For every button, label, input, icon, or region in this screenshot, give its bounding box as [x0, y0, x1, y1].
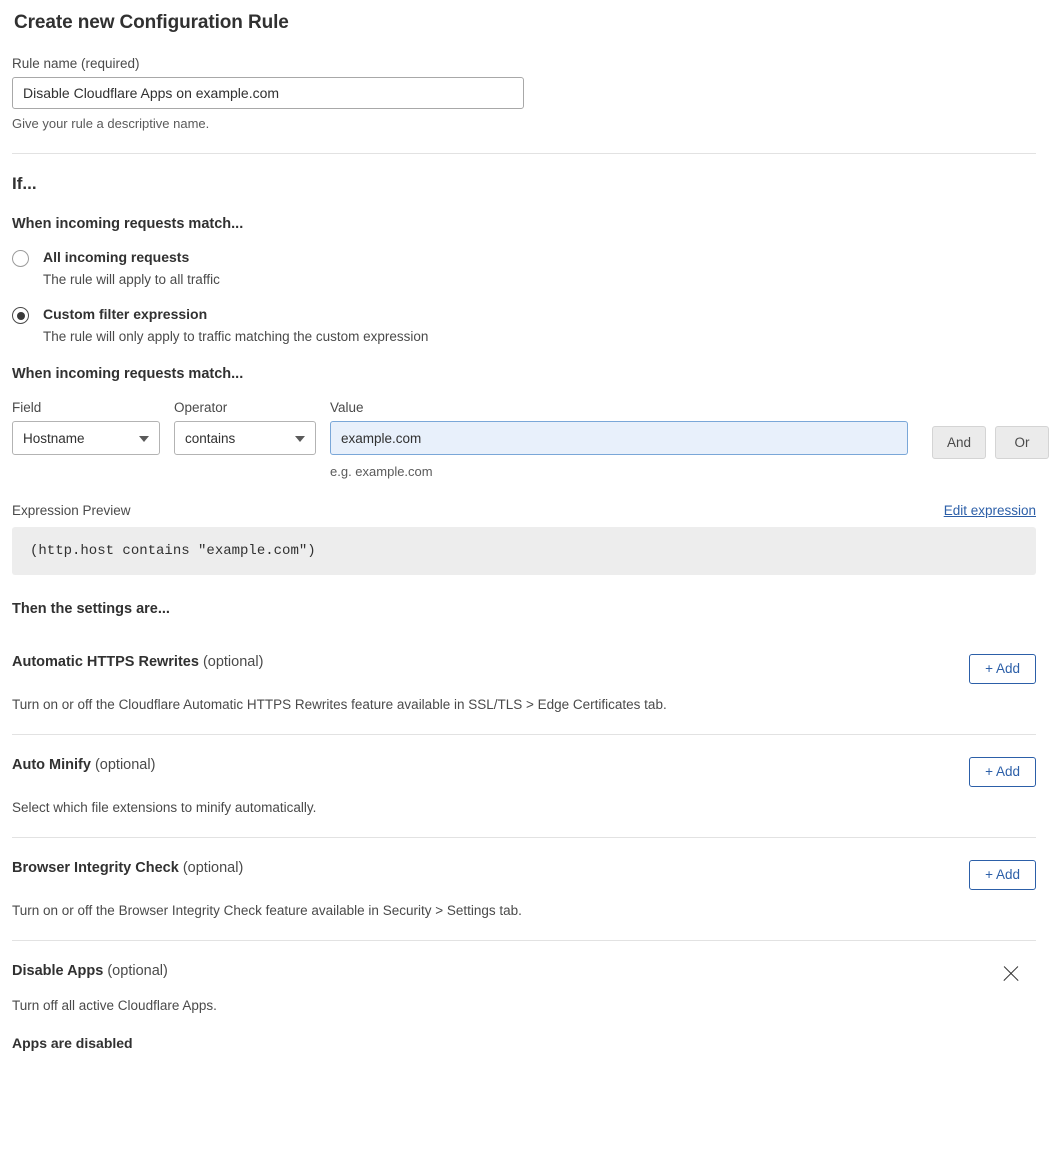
chevron-down-icon [295, 436, 305, 442]
chevron-down-icon [139, 436, 149, 442]
field-select-group [12, 400, 160, 455]
radio-icon[interactable] [12, 250, 29, 267]
rule-name-input[interactable] [12, 77, 524, 109]
radio-subtitle: The rule will apply to all traffic [43, 272, 220, 287]
value-label: Value [330, 400, 364, 415]
field-select[interactable] [12, 421, 160, 455]
rule-name-label: Rule name (required) [12, 56, 140, 71]
radio-icon[interactable] [12, 307, 29, 324]
add-button[interactable]: + Add [969, 654, 1036, 684]
operator-select-group [174, 400, 316, 455]
radio-option-all-incoming-requests[interactable] [12, 248, 1036, 289]
radio-option-custom-filter-expression[interactable] [12, 305, 1036, 346]
setting-optional: (optional) [103, 962, 168, 979]
setting-description: Select which file extensions to minify automatically. [12, 799, 317, 815]
setting-description: Turn on or off the Cloudflare Automatic HTTPS Rewrites feature available in SSL/TLS > Edge Certificates tab. [12, 696, 667, 712]
if-section-heading: If... [12, 174, 37, 193]
setting-title: Browser Integrity Check [12, 859, 179, 876]
match-heading: When incoming requests match... [12, 216, 244, 232]
setting-name [12, 757, 155, 773]
value-input[interactable] [330, 421, 908, 455]
match-type-radio-group [12, 248, 1036, 346]
operator-select[interactable] [174, 421, 316, 455]
expression-preview-header [12, 503, 1036, 518]
or-button[interactable]: Or [995, 426, 1049, 459]
setting-description: Turn on or off the Browser Integrity Check feature available in Security > Settings tab. [12, 902, 522, 918]
field-label: Field [12, 400, 42, 415]
expression-builder-heading: When incoming requests match... [12, 366, 244, 382]
radio-title: Custom filter expression [43, 306, 208, 322]
and-or-buttons [932, 426, 1049, 459]
setting-optional: (optional) [90, 756, 156, 773]
setting-title: Auto Minify [12, 756, 91, 773]
expression-preview-label: Expression Preview [12, 503, 131, 518]
setting-title: Automatic HTTPS Rewrites [12, 653, 199, 670]
radio-subtitle: The rule will only apply to traffic matching the custom expression [43, 329, 429, 344]
setting-name [12, 963, 168, 979]
page-title: Create new Configuration Rule [14, 12, 289, 33]
setting-optional: (optional) [178, 859, 244, 876]
settings-heading: Then the settings are... [12, 601, 170, 617]
rule-name-help: Give your rule a descriptive name. [12, 116, 210, 131]
status-badge: Apps are disabled [12, 1034, 133, 1051]
value-input-group [330, 400, 908, 479]
add-button[interactable]: + Add [969, 757, 1036, 787]
operator-select-value: contains [185, 430, 236, 446]
and-button[interactable]: And [932, 426, 986, 459]
operator-label: Operator [174, 400, 228, 415]
setting-description: Turn off all active Cloudflare Apps. [12, 997, 217, 1013]
setting-title: Disable Apps [12, 962, 104, 979]
setting-optional: (optional) [198, 653, 264, 670]
setting-block-automatic-https-rewrites [12, 632, 1036, 712]
close-icon[interactable] [1000, 963, 1022, 985]
field-select-value: Hostname [23, 430, 85, 446]
setting-block-auto-minify [12, 735, 1036, 815]
radio-title: All incoming requests [43, 249, 190, 265]
setting-block-disable-apps [12, 941, 1036, 1051]
setting-name [12, 860, 243, 876]
divider [12, 153, 1036, 154]
edit-expression-link[interactable]: Edit expression [943, 503, 1036, 518]
add-button[interactable]: + Add [969, 860, 1036, 890]
value-help: e.g. example.com [330, 464, 433, 479]
expression-preview-box: (http.host contains "example.com") [12, 527, 1036, 575]
rule-name-group [12, 56, 1036, 131]
radio-text [43, 248, 220, 289]
setting-block-browser-integrity-check [12, 838, 1036, 918]
radio-text [43, 305, 428, 346]
expression-builder-row [12, 400, 1036, 479]
setting-name [12, 654, 263, 670]
